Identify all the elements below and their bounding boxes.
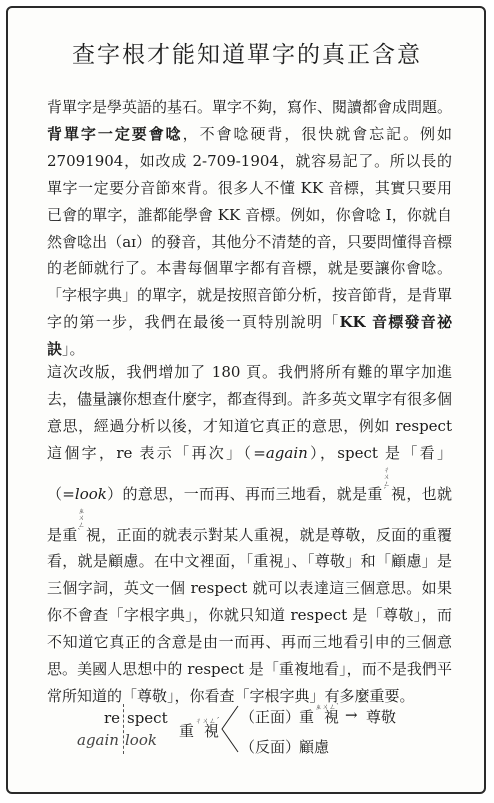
diagram-bracket — [220, 704, 240, 754]
diagram-positive-label: （正面） — [240, 708, 301, 726]
p2-annotation-2: ㄓㄨㄥˋ — [77, 506, 86, 536]
diagram-arrow: → — [345, 706, 358, 724]
p2-annotation-1: ㄔㄨㄥˊ — [382, 465, 391, 495]
diagram-root-pre: 重 — [179, 722, 195, 740]
page-title: 查字根才能知道單字的真正含意 — [72, 42, 422, 68]
p2-italic-look: look — [74, 484, 107, 503]
p1-text-3: 」。 — [62, 340, 85, 359]
p2-text-4: 視，也就是重 — [47, 484, 452, 544]
p1-text-2: ，不會唸硬背，很快就會忘記。例如 27091904，如改成 2-709-1904，就容易記了。所以長的單字一定要分音節來背。很多人不懂 KK 音標，其實只要用已會的單字，誰都能學會 KK 音標。例如，你會唸 I，你就自然會唸出（aɪ）的發音，其他分不清楚的音，只要問懂得音標的老師就行了。本書每個單字都有音標，就是要讓你會唸。「字根字典」的單字，就是按照音節分析，按音節背，是背單字的第一步，我們在最後一頁特別說明「 — [47, 124, 453, 332]
p1-bold-kk: KK 音標發音祕訣 — [47, 313, 452, 359]
diagram-positive-pre: 重 — [299, 708, 315, 726]
paragraph-1 — [47, 94, 452, 363]
diagram-root-anno: ㄔㄨㄥˊ — [195, 717, 220, 725]
diagram-negative-result: 顧慮 — [299, 738, 330, 756]
diagram-divider — [123, 704, 124, 754]
diagram-look: look — [125, 731, 157, 749]
diagram-positive-anno: ㄓㄨㄥˋ — [315, 703, 340, 711]
diagram-again: again — [77, 731, 119, 749]
p2-text-3: ）的意思，一而再、再而三地看，就是重 — [106, 484, 383, 503]
p1-text-1: 背單字是學英語的基石。單字不夠，寫作、閱讀都會成問題。 — [47, 98, 453, 116]
p2-text-5: 視，正面的就表示對某人重視，就是尊敬，反面的重覆看，就是顧慮。在中文裡面，「重視」、「尊敬」和「顧慮」是三個字詞，英文一個 respect 就可以表達這三個意思。如果你不會查「字根字典」，你就只知道 respect 是「尊敬」，而不知道它真正的含意是由一而再、再而三地看引申的三個意思。美國人思想中的 respect 是「重複地看」，而不是我們平常所知道的「尊敬」，你看查「字根字典」有多麼重要。 — [47, 525, 452, 705]
diagram-negative-label: （反面） — [240, 738, 301, 756]
p1-bold-phrase: 背單字一定要會唸 — [47, 124, 183, 143]
p2-text-2: ），spect 是「看」（= — [47, 443, 453, 503]
p2-text-1: 這次改版，我們增加了 180 頁。我們將所有難的單字加進去，儘量讓你想查什麼字，都查得到。許多英文單字有很多個意思，經過分析以後，才知道它真正的意思，例如 respect 這個字，re 表示「再次」（= — [47, 363, 453, 462]
respect-diagram — [77, 698, 416, 760]
p2-italic-again: again — [265, 443, 308, 462]
diagram-root-post: 視 — [204, 722, 220, 740]
diagram-re: re — [104, 709, 121, 727]
diagram-spect: spect — [127, 709, 168, 727]
diagram-positive-result: 尊敬 — [366, 708, 397, 726]
paragraph-2 — [47, 359, 452, 710]
diagram-positive-post: 視 — [324, 708, 340, 726]
